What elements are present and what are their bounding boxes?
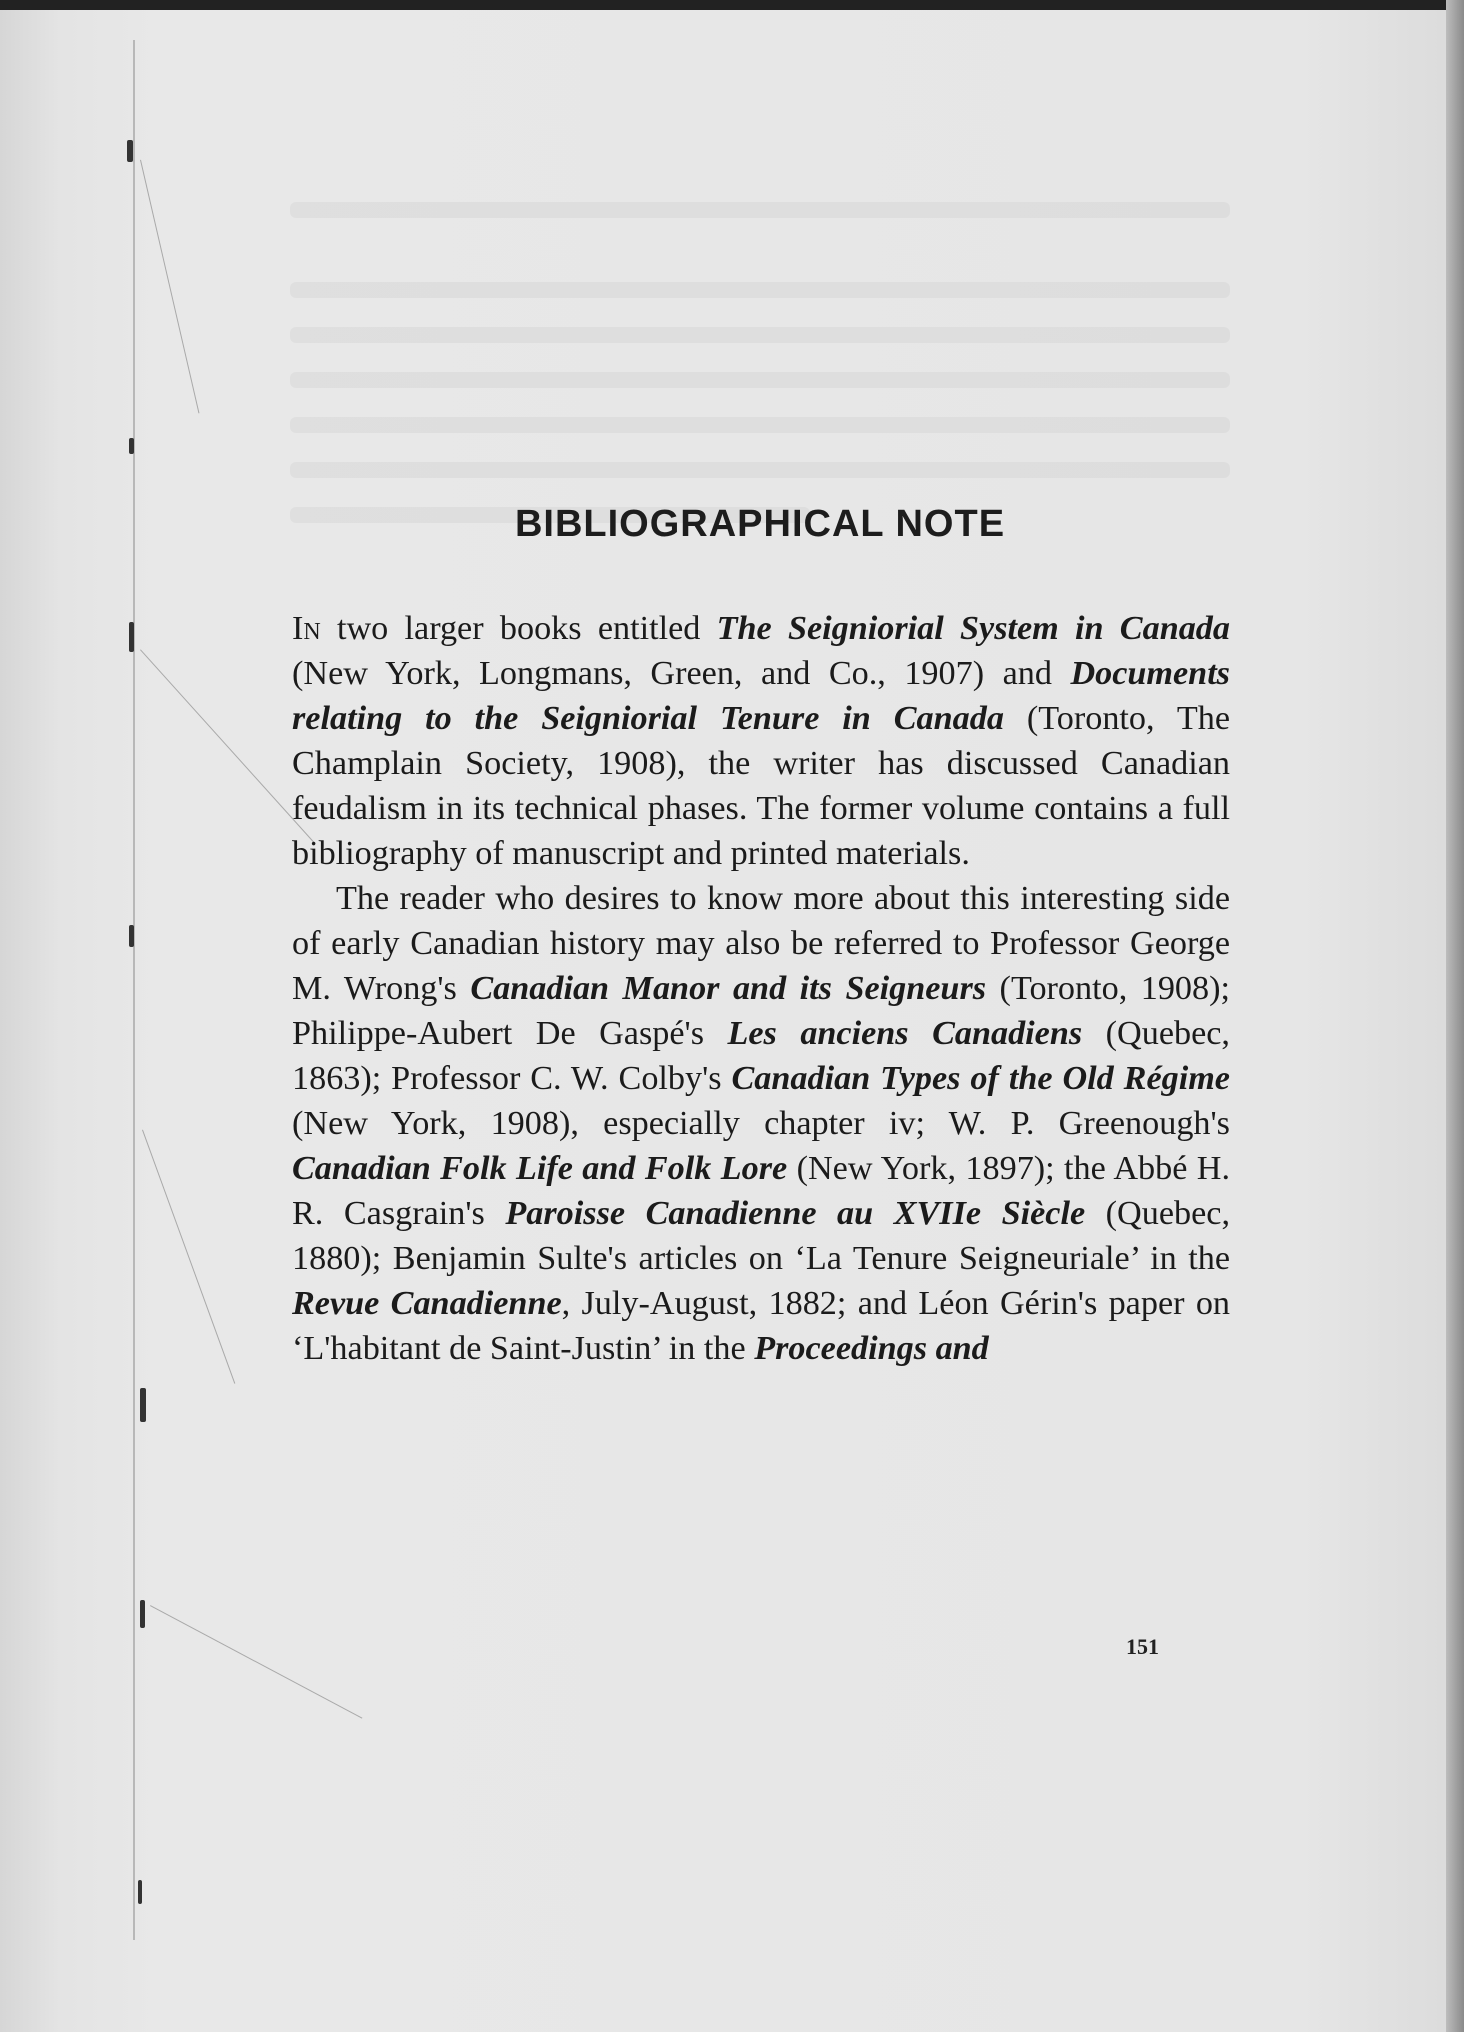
text-run: The reader who desires to know more about this interesting side of early Canadian history may also be referred to Professor George M. Wrong's: [292, 880, 1230, 1007]
binding-thread: [140, 160, 199, 414]
book-title: Les anciens Canadiens: [727, 1015, 1083, 1052]
binding-thread: [142, 1130, 235, 1384]
text-run: (New York, 1908), especially chapter iv; W. P. Greenough's: [292, 1105, 1230, 1142]
book-title: Canadian Folk Life and Folk Lore: [292, 1150, 788, 1187]
book-title: Paroisse Canadienne au XVIIe Siècle: [505, 1195, 1086, 1232]
text-run: (New York, 1897); the Abbé H. R. Casgrain's: [292, 1150, 1230, 1232]
body-text: [292, 606, 1230, 1371]
text-run: (Toronto, 1908); Philippe-Aubert De Gaspé's: [292, 970, 1231, 1052]
book-title: The Seigniorial System in Canada: [716, 610, 1230, 647]
binding-stitch: [129, 438, 134, 454]
binding-thread: [140, 649, 315, 843]
page-edge-shadow: [1446, 0, 1464, 2032]
book-title: Canadian Manor and its Seigneurs: [470, 970, 987, 1007]
drop-word: In: [292, 610, 321, 647]
text-run: (New York, Longmans, Green, and Co., 1907) and: [292, 655, 1071, 692]
text-run: (Toronto, The Champlain Society, 1908), the writer has discussed Canadian feudalism in its technical phases. The former volume contains a full bibliography of manuscript and printed materials.: [292, 700, 1231, 872]
journal-title: Proceedings and: [754, 1330, 989, 1367]
binding-stitch: [129, 925, 134, 947]
text-run: (Quebec, 1880); Benjamin Sulte's articles on ‘La Tenure Seigneuriale’ in the: [292, 1195, 1230, 1277]
show-through-text: [290, 282, 1230, 298]
paragraph-2: [292, 876, 1230, 1371]
book-title: Canadian Types of the Old Régime: [731, 1060, 1230, 1097]
paragraph-1: [292, 606, 1230, 876]
book-title: Documents relating to the Seigniorial Tenure in Canada: [292, 655, 1230, 737]
page-title: BIBLIOGRAPHICAL NOTE: [514, 503, 1006, 545]
show-through-text: [290, 327, 1230, 343]
book-page: [0, 10, 1446, 2032]
binding-stitch: [140, 1600, 145, 1628]
show-through-text: [290, 372, 1230, 388]
binding-stitch: [140, 1388, 146, 1422]
show-through-text: [290, 202, 1230, 218]
binding-stitch: [138, 1880, 142, 1904]
show-through-text: [290, 417, 1230, 433]
text-run: , July-August, 1882; and Léon Gérin's paper on ‘L'habitant de Saint-Justin’ in the: [292, 1285, 1231, 1367]
journal-title: Revue Canadienne: [292, 1285, 562, 1322]
binding-stitch: [129, 622, 134, 652]
show-through-text: [290, 462, 1230, 478]
text-run: two larger books entitled: [320, 610, 717, 647]
binding-thread: [150, 1605, 362, 1719]
binding-gutter: [133, 40, 135, 1940]
text-run: (Quebec, 1863); Professor C. W. Colby's: [292, 1015, 1230, 1097]
page-number: 151: [1126, 1634, 1159, 1659]
binding-stitch: [127, 140, 133, 162]
